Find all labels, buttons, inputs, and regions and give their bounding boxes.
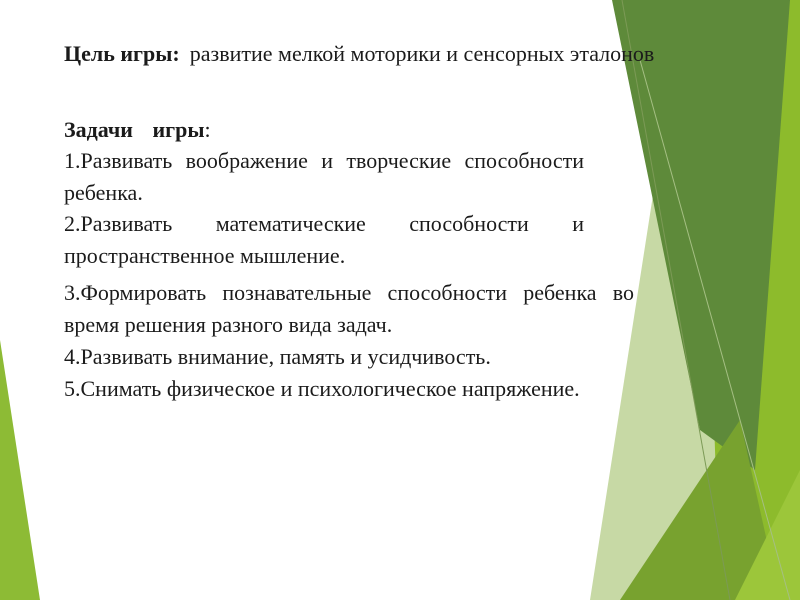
left-strip-shape — [0, 340, 40, 600]
tasks-colon: : — [204, 117, 211, 142]
task-line-5: 5.Снимать физическое и психологическое напряжение. — [64, 376, 580, 401]
goal-text: развитие мелкой моторики и сенсорных эталонов — [189, 41, 655, 66]
goal-label: Цель игры: — [64, 41, 180, 66]
task-line-3: 3.Формировать познавательные способности ребенка во время решения разного вида задач. — [64, 280, 634, 337]
tasks-heading — [64, 115, 211, 145]
task-paragraph-3 — [64, 277, 634, 405]
tasks-label: Задачи игры — [64, 117, 205, 142]
task-line-4: 4.Развивать внимание, память и усидчивость. — [64, 344, 491, 369]
goal-text-block — [64, 38, 684, 70]
task-paragraph-2: 2.Развивать математические способности и пространственное мышление. — [64, 211, 584, 268]
task-paragraph-1: 1.Развивать воображение и творческие способности ребенка. — [64, 148, 584, 205]
